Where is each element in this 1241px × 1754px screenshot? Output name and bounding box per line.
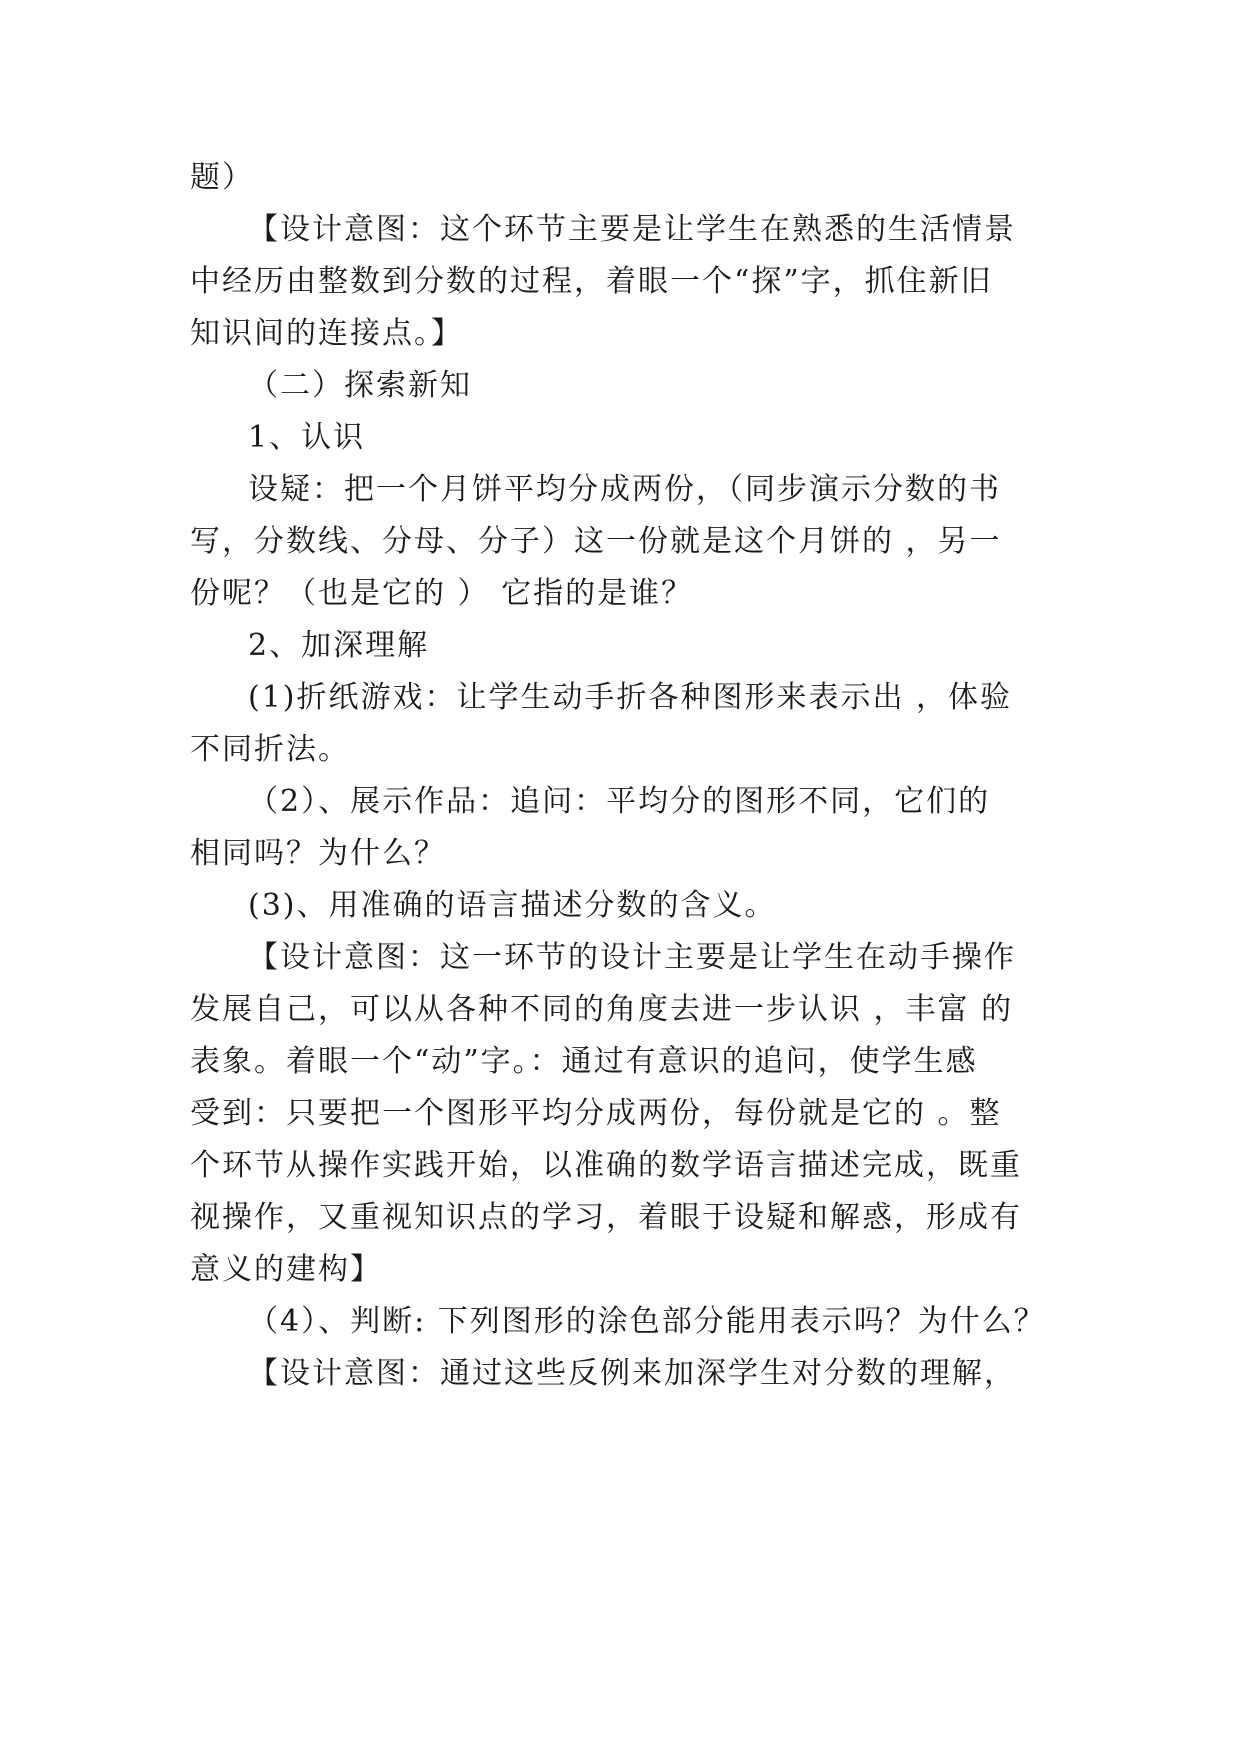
subsection-heading: 2、加深理解 — [248, 628, 430, 663]
text-line: 受到：只要把一个图形平均分成两份，每份就是它的 。整 — [190, 1096, 1002, 1131]
text-line: 【设计意图：这一环节的设计主要是让学生在动手操作 — [248, 940, 1016, 975]
text-line: （2）、展示作品：追问：平均分的图形不同，它们的 — [248, 784, 991, 819]
text-line: 设疑：把一个月饼平均分成两份，（同步演示分数的书 — [248, 472, 1001, 507]
text-line: 中经历由整数到分数的过程，着眼一个“探”字，抓住新旧 — [190, 264, 993, 299]
text-line: (1)折纸游戏：让学生动手折各种图形来表示出 ，体验 — [248, 680, 1013, 715]
text-line: 相同吗？为什么？ — [190, 836, 446, 871]
text-line: (3)、用准确的语言描述分数的含义。 — [248, 888, 777, 923]
text-line: （4）、判断: 下列图形的涂色部分能用表示吗？为什么？ — [248, 1304, 1046, 1339]
text-line: 发展自己，可以从各种不同的角度去进一步认识 ，丰富 的 — [190, 992, 1014, 1027]
text-line: 知识间的连接点。】 — [190, 316, 463, 351]
text-line: 【设计意图：这个环节主要是让学生在熟悉的生活情景 — [248, 212, 1016, 247]
text-line: 题） — [190, 160, 254, 195]
text-line: 意义的建构】 — [190, 1252, 382, 1287]
text-line: 写，分数线、分母、分子）这一份就是这个月饼的 ，另一 — [190, 524, 1002, 559]
section-heading: （二）探索新知 — [248, 368, 472, 403]
subsection-heading: 1、认识 — [248, 420, 366, 455]
text-line: 个环节从操作实践开始，以准确的数学语言描述完成，既重 — [190, 1148, 1022, 1183]
text-line: 【设计意图：通过这些反例来加深学生对分数的理解， — [248, 1356, 1016, 1391]
text-line: 不同折法。 — [190, 732, 350, 767]
text-line: 视操作，又重视知识点的学习，着眼于设疑和解惑，形成有 — [190, 1200, 1022, 1235]
text-line: 份呢？（也是它的 ） 它指的是谁？ — [190, 576, 694, 611]
text-line: 表象。着眼一个“动”字。：通过有意识的追问，使学生感 — [190, 1044, 978, 1079]
